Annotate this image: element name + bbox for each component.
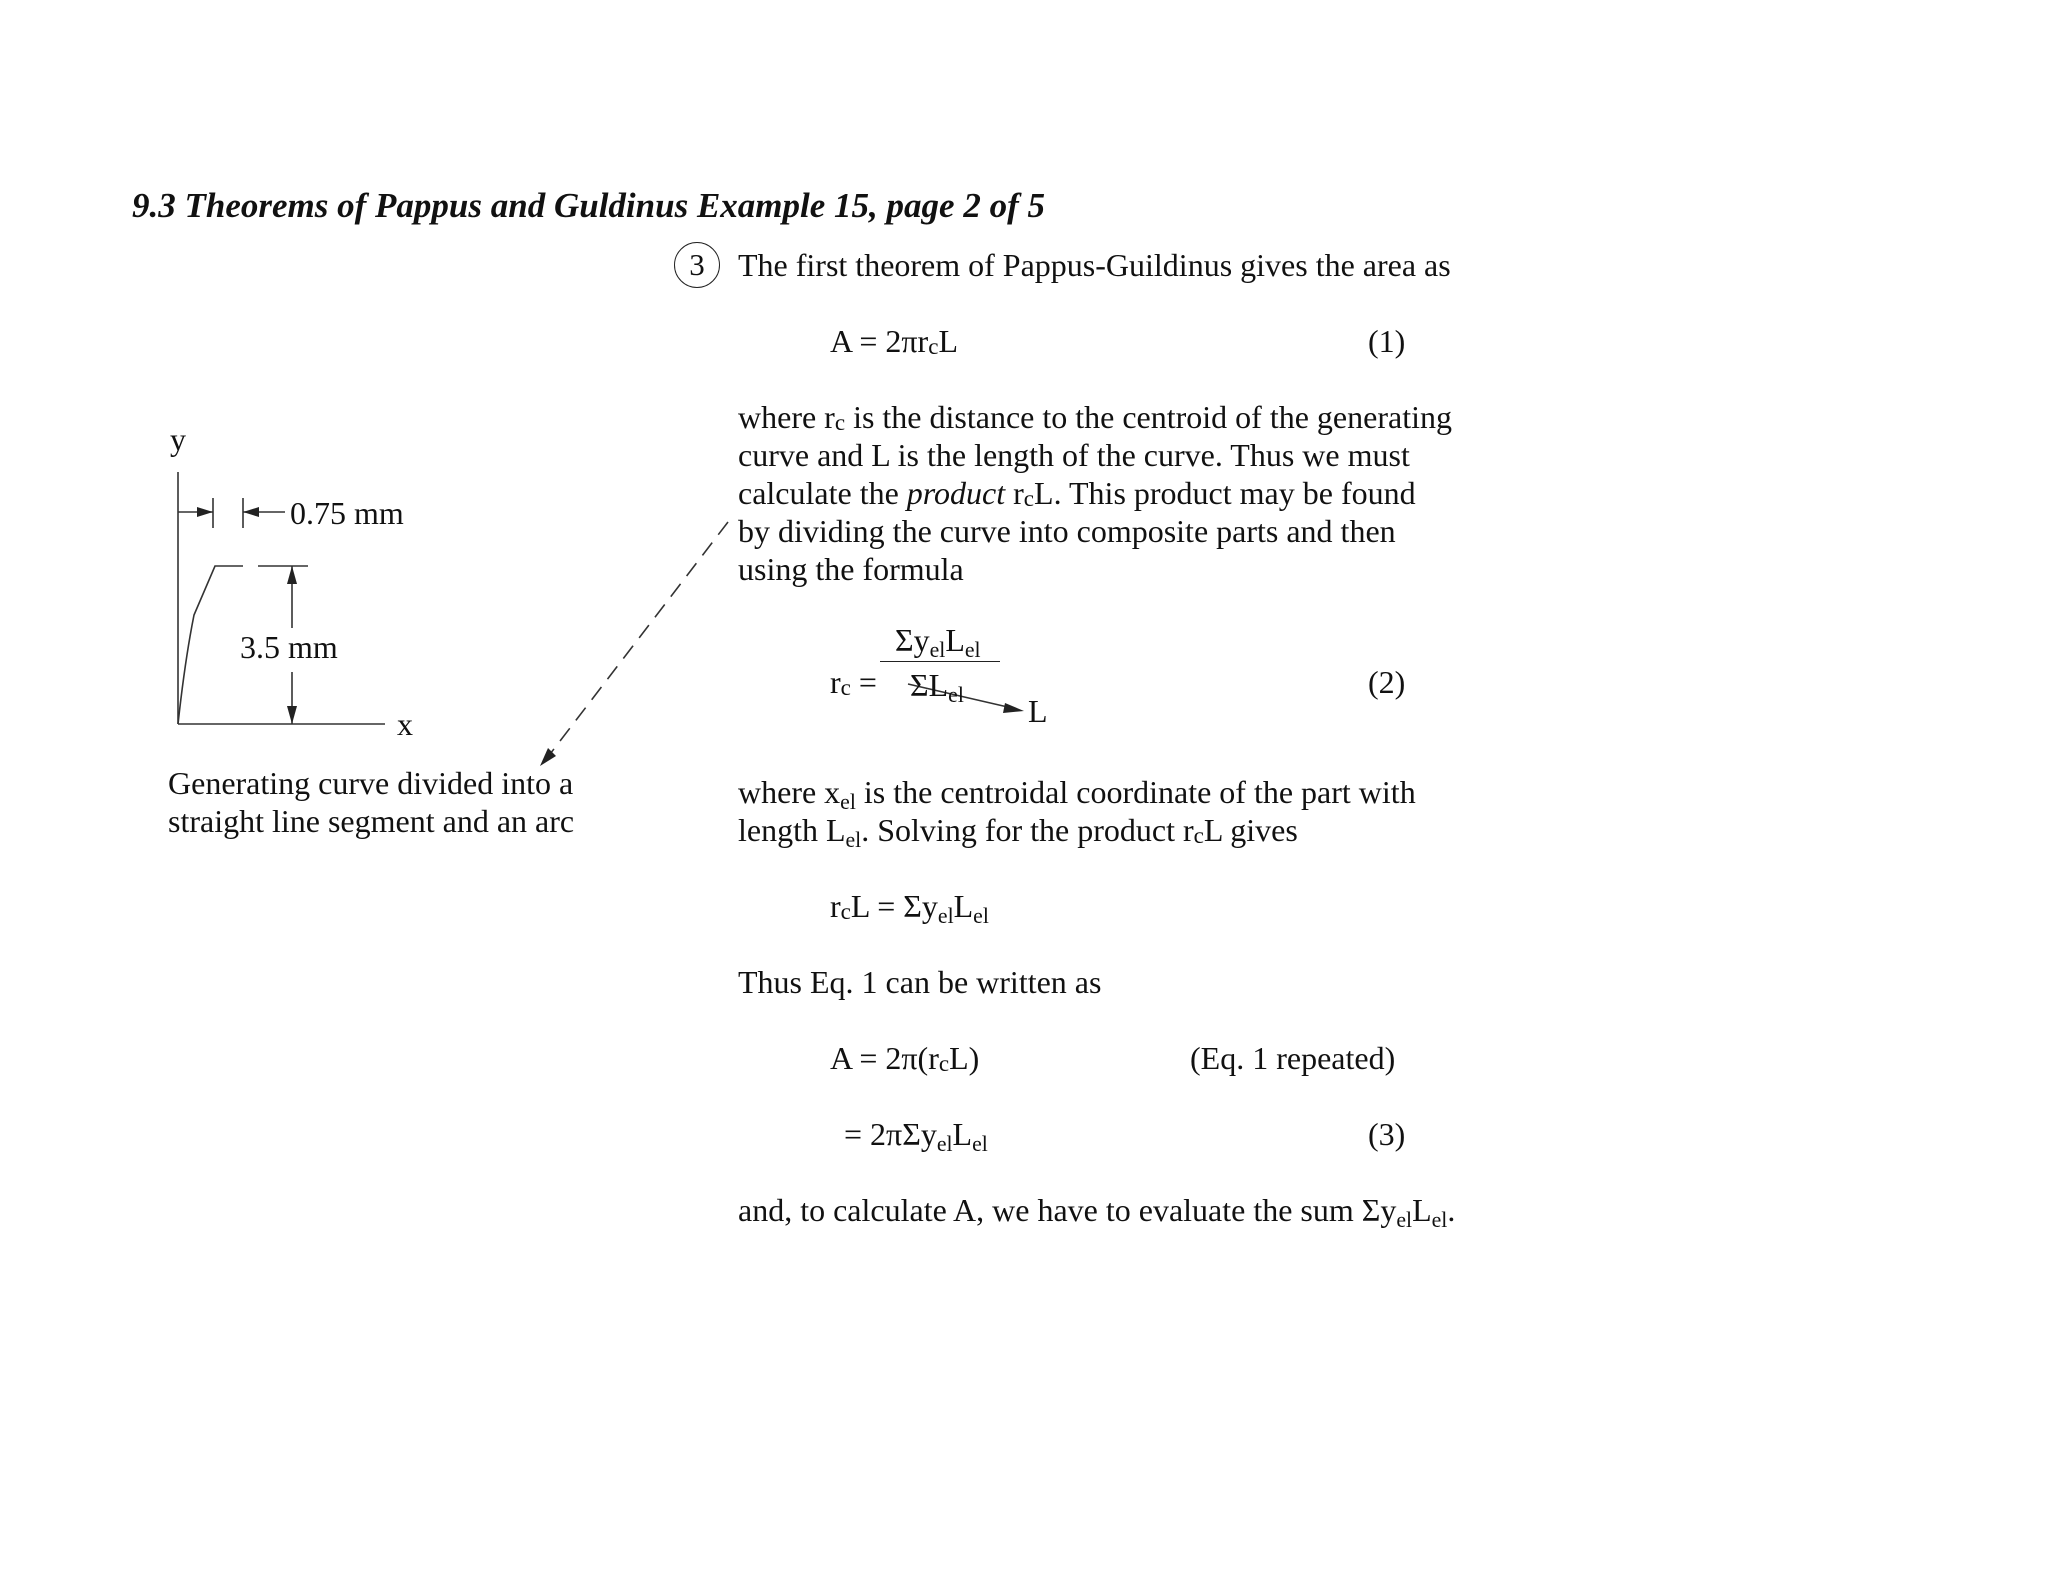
y-axis-label: y <box>170 421 186 457</box>
equation-1-repeated-label: (Eq. 1 repeated) <box>1190 1040 1396 1076</box>
equation-2-number: (2) <box>1368 664 1406 700</box>
arrowhead-icon <box>243 507 259 517</box>
paragraph-1-line: using the formula <box>738 551 964 587</box>
figure-caption-line-2: straight line segment and an arc <box>168 803 575 839</box>
paragraph-2-line: where $x_{el}$ is the centroidal coordinate of the part with <box>738 774 1416 815</box>
paragraph-4: and, to calculate A, we have to evaluate the sum $\Sigma y_{el}L_{el}$. <box>738 1192 1456 1233</box>
height-dimension-label: 3.5 mm <box>240 629 338 665</box>
step-intro-text: The first theorem of Pappus-Guildinus gives the area as <box>738 247 1451 283</box>
equation-1-number: (1) <box>1368 323 1406 359</box>
equation-1-repeated: A = 2π(rcL) <box>830 1040 980 1076</box>
equation-2-callout-label: L <box>1028 693 1048 729</box>
paragraph-1-line: curve and L is the length of the curve. Thus we must <box>738 437 1410 473</box>
step-number-badge: 3 <box>674 242 720 288</box>
paragraph-1-line: calculate the product rcL. This product may be found <box>738 475 1416 511</box>
equation-1: A = 2πrcL <box>830 323 958 359</box>
arrowhead-icon <box>287 566 297 584</box>
page-title: 9.3 Theorems of Pappus and Guldinus Example 15, page 2 of 5 <box>132 186 1045 225</box>
x-axis-label: x <box>397 706 413 742</box>
paragraph-3: Thus Eq. 1 can be written as <box>738 964 1102 1000</box>
width-dimension-label: 0.75 mm <box>290 495 404 531</box>
paragraph-2 <box>738 773 1416 853</box>
figure-caption-line-1: Generating curve divided into a <box>168 765 574 801</box>
paragraph-2-line: length $L_{el}$. Solving for the product rcL gives <box>738 812 1298 853</box>
equation-2-numerator: $\Sigma y_{el}L_{el}$ <box>895 622 981 663</box>
generating-curve <box>178 566 243 724</box>
paragraph-1-line: where rc is the distance to the centroid of the generating <box>738 399 1452 435</box>
paragraph-1 <box>738 398 1452 588</box>
arrowhead-icon <box>1003 703 1024 713</box>
paragraph-1-line: by dividing the curve into composite parts and then <box>738 513 1396 549</box>
equation-3: = $2\pi\Sigma y_{el}L_{el}$ <box>844 1116 988 1157</box>
callout-dashed-line <box>547 522 728 758</box>
equation-2-denominator: $\Sigma L_{el}$ <box>910 667 964 708</box>
fraction-bar <box>880 661 1000 662</box>
equation-3-number: (3) <box>1368 1116 1406 1152</box>
arrowhead-icon <box>197 507 213 517</box>
arrowhead-icon <box>287 706 297 724</box>
equation-2-lhs: rc = <box>830 664 877 700</box>
product-equation: rcL = $\Sigma y_{el}L_{el}$ <box>830 888 989 929</box>
